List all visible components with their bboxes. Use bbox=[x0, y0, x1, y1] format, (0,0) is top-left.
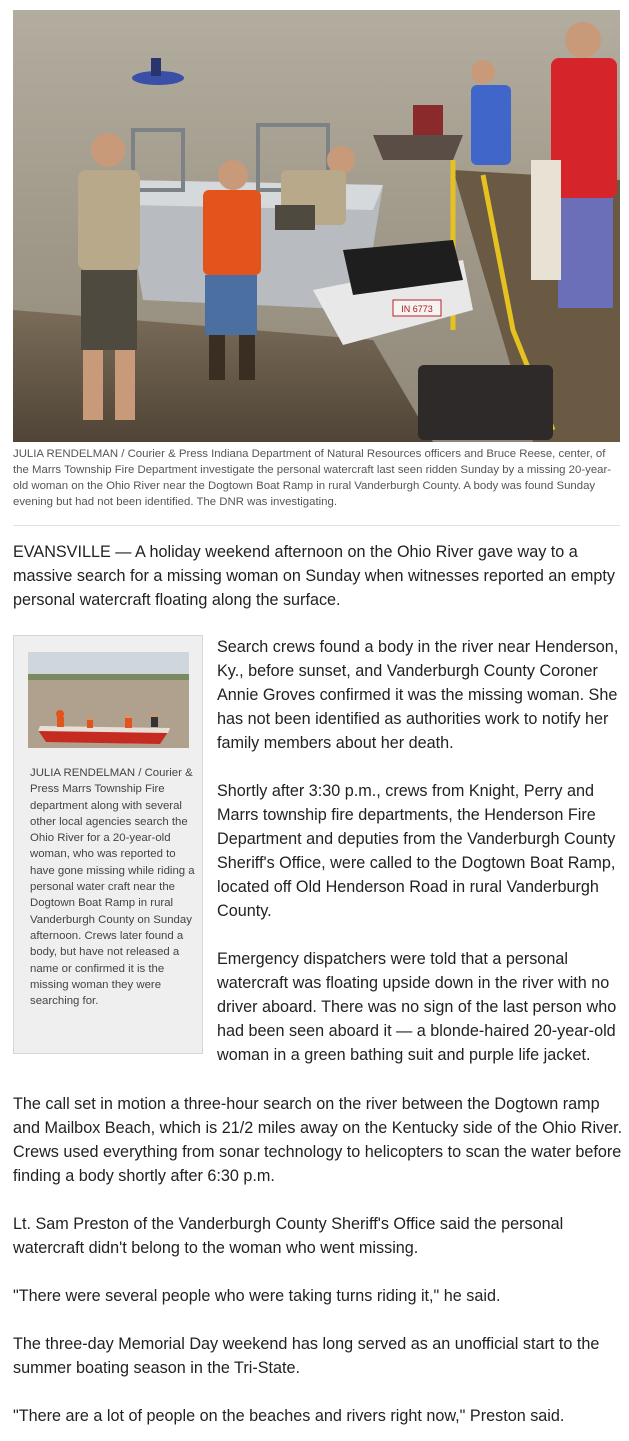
article-paragraph: Emergency dispatchers were told that a personal watercraft was floating upside down in the river with no driver aboard. There was no sign of the last person who had been seen aboard it — a blonde-haired 20-year-old woman in a green bathing suit and purple life jacket. bbox=[217, 950, 617, 1064]
sidebar-photo bbox=[28, 652, 189, 748]
article-paragraph: "There are a lot of people on the beaches and rivers right now," Preston said. bbox=[13, 1407, 565, 1425]
caption-divider bbox=[13, 525, 620, 526]
article-paragraph: "There were several people who were taking turns riding it," he said. bbox=[13, 1287, 501, 1305]
article-paragraph: Lt. Sam Preston of the Vanderburgh County Sheriff's Office said the personal watercraft didn't belong to the woman who went missing. bbox=[13, 1215, 564, 1257]
article-paragraph: Search crews found a body in the river near Henderson, Ky., before sunset, and Vanderburgh County Coroner Annie Groves confirmed it was the missing woman. She has not been identified as authorities work to notify her family members about her death. bbox=[217, 638, 619, 752]
sidebar-photo-box bbox=[13, 635, 203, 1054]
main-photo bbox=[13, 10, 620, 442]
dock-box bbox=[418, 365, 553, 440]
article-paragraph: The three-day Memorial Day weekend has long served as an unofficial start to the summer boating season in the Tri-State. bbox=[13, 1335, 600, 1377]
main-photo-illustration bbox=[13, 10, 620, 442]
watercraft-registration: IN 6773 bbox=[401, 304, 433, 314]
sidebar-photo-illustration bbox=[28, 652, 189, 748]
article-paragraph: Shortly after 3:30 p.m., crews from Knight, Perry and Marrs township fire departments, the Henderson Fire Department and deputies from the Vanderburgh County Sheriff's Office, were called to the Dogtown Boat Ramp, located off Old Henderson Road in rural Vanderburgh County. bbox=[217, 782, 616, 920]
article-lead: EVANSVILLE — A holiday weekend afternoon on the Ohio River gave way to a massive search for a missing woman on Sunday when witnesses reported an empty personal watercraft floating along the surface. bbox=[13, 543, 615, 609]
article-paragraph: The call set in motion a three-hour search on the river between the Dogtown ramp and Mailbox Beach, which is 21/2 miles away on the Kentucky side of the Ohio River. Crews used everything from sonar technology to helicopters to scan the water before finding a body shortly after 6:30 p.m. bbox=[13, 1095, 623, 1185]
main-photo-caption: JULIA RENDELMAN / Courier & Press Indiana Department of Natural Resources officers and Bruce Reese, center, of the Marrs Township Fire Department investigate the personal watercraft last seen ridden Sunday by a missing 20-year-old woman on the Ohio River near the Dogtown Boat Ramp in rural Vanderburgh County. A body was found Sunday evening but had not been identified. The DNR was investigating. bbox=[13, 448, 612, 508]
sidebar-photo-caption: JULIA RENDELMAN / Courier & Press Marrs Township Fire department along with several other local agencies search the Ohio River for a 20-year-old woman, who was reported to have gone missing while riding a personal water craft near the Dogtown Boat Ramp in rural Vanderburgh County on Sunday afternoon. Crews later found a body, but have not released a name or confirmed it is the missing woman they were searching for. bbox=[30, 767, 195, 1008]
